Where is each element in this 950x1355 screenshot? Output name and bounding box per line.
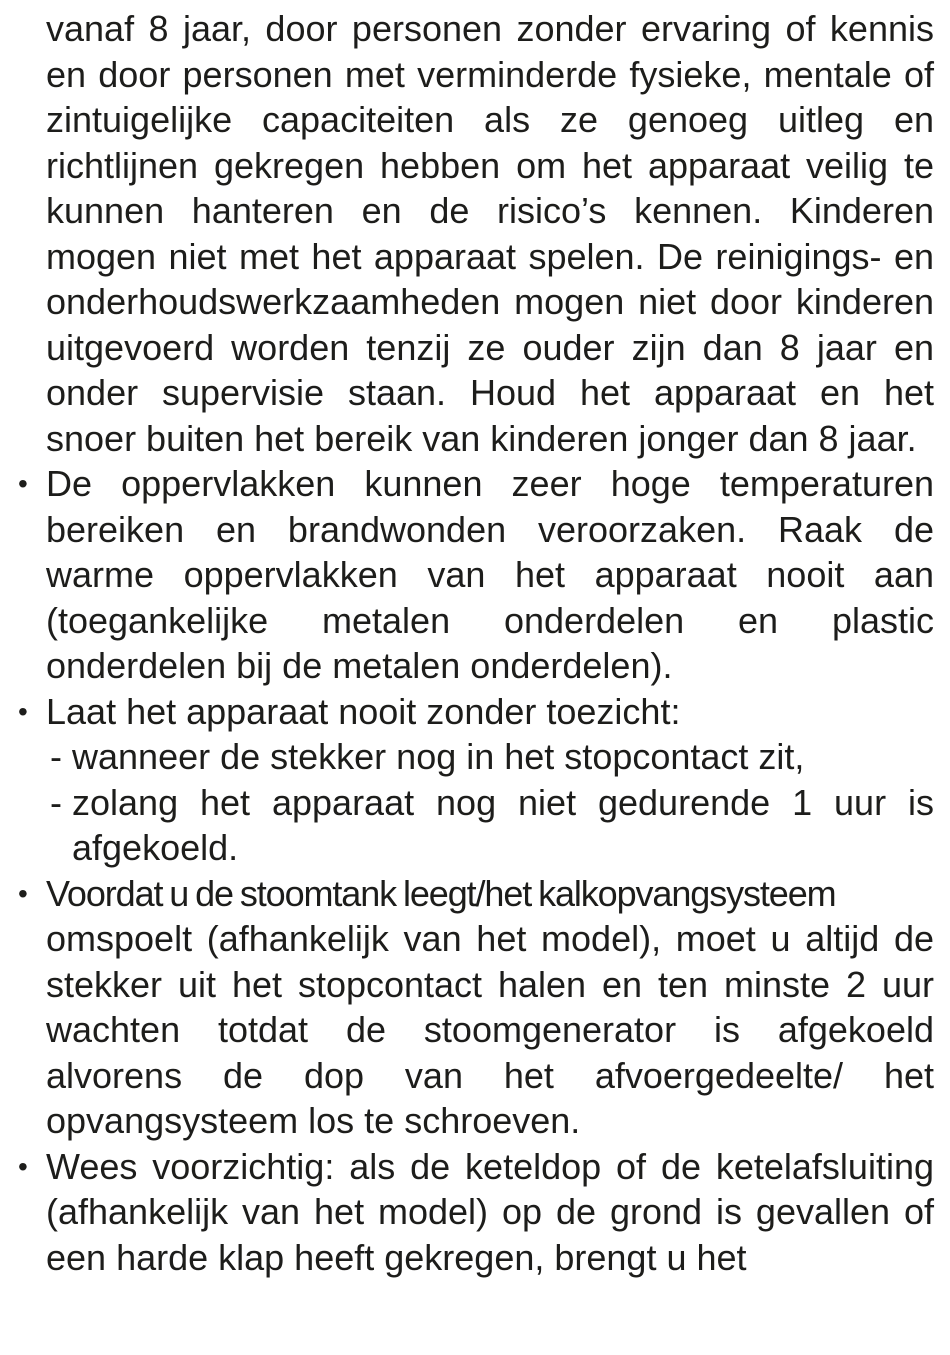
bullet-icon: • [18, 695, 28, 727]
bullet-text: De oppervlakken kunnen zeer hoge temperaturen bereiken en brandwonden veroorzaken. Raak de warme oppervlakken van het apparaat nooit aan (toegankelijke metalen onderdelen en plastic onderdelen bij de metalen onderdelen). [46, 463, 934, 686]
bullet-icon: • [18, 1150, 28, 1182]
bullet-text: omspoelt (afhankelijk van het model), moet u altijd de stekker uit het stopcontact halen en ten minste 2 uur wachten totdat de stoomgenerator is afgekoeld alvorens de dop van het afvoergedeelte/ het opvangsysteem los te schroeven. [46, 918, 934, 1141]
sub-item-text: wanneer de stekker nog in het stopcontact zit, [72, 736, 805, 777]
bullet-text: Wees voorzichtig: als de keteldop of de ketelafsluiting (afhankelijk van het model) op de grond is gevallen of een harde klap heeft gekregen, brengt u het [46, 1145, 934, 1278]
dash-icon: - [50, 736, 62, 777]
dash-icon: - [50, 781, 62, 823]
manual-page [0, 6, 950, 1280]
bullet-icon: • [18, 468, 28, 499]
bullet-icon: • [18, 877, 28, 909]
bullet-item-surfaces [0, 461, 950, 689]
bullet-item-steam-tank [0, 871, 950, 1144]
sub-item-text: zolang het apparaat nog niet gedurende 1 uur is afgekoeld. [72, 781, 934, 868]
bullet-text-first-line: Voordat u de stoomtank leegt/het kalkopvangsysteem [46, 872, 836, 914]
sub-list-item [0, 734, 950, 780]
bullet-text: Laat het apparaat nooit zonder toezicht: [46, 690, 681, 732]
intro-paragraph: vanaf 8 jaar, door personen zonder ervaring of kennis en door personen met verminderde fysieke, mentale of zintuigelijke capaciteiten als ze genoeg uitleg en richtlijnen gekregen hebben om het apparaat veilig te kunnen hanteren en de risico’s kennen. Kinderen mogen niet met het apparaat spelen. De reinigings- en onderhoudswerkzaamheden mogen niet door kinderen uitgevoerd worden tenzij ze ouder zijn dan 8 jaar en onder supervisie staan. Houd het apparaat en het snoer buiten het bereik van kinderen jonger dan 8 jaar. [46, 8, 934, 459]
bullet-item-careful [0, 1144, 950, 1281]
sub-list-item [0, 780, 950, 871]
bullet-item-supervision [0, 689, 950, 735]
